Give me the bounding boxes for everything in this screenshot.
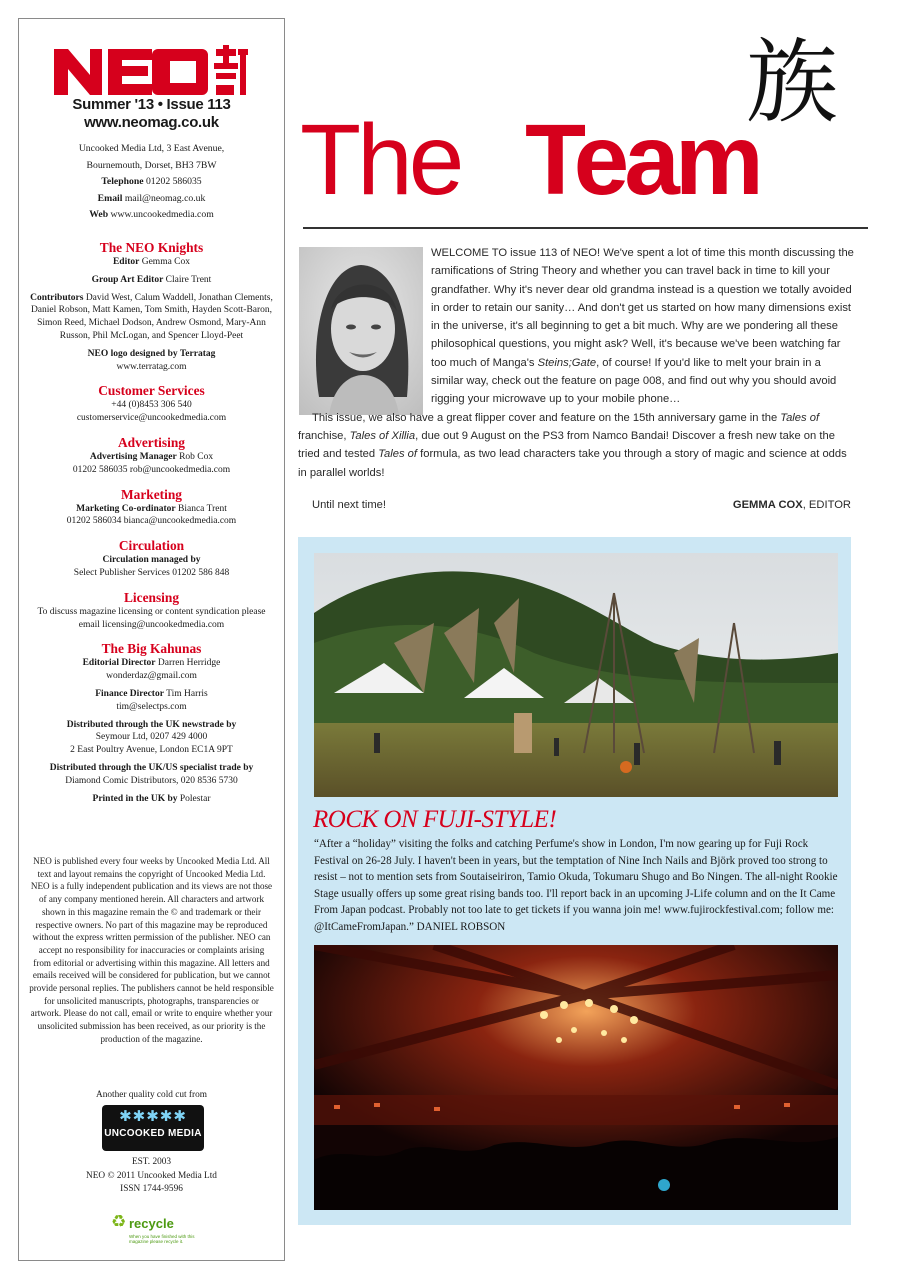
- editorial-text-run: WELCOME TO issue 113 of NEO! We've spent a lot of time this month discussing the ramifications of String Theory and whether you can travel back in time to kill your grandfather. Why it's never dear old grandma instead is a question we totally avoided in order to retain our sanity… And don't get us started on how many dimensions exist in the universe, it's all beginning to get a bit much. Why are we pondering all these philosophical questions, you might ask? Well, it's because we've been watching far too much of Manga's: [431, 247, 854, 369]
- signature-name: GEMMA COX: [732, 499, 803, 511]
- title-divider: [303, 227, 868, 229]
- credit-label: Finance Director: [95, 688, 164, 699]
- credit-editor: [27, 256, 276, 269]
- section-heading-knights: The NEO Knights: [99, 240, 204, 255]
- credit-label: Distributed through the UK newstrade by: [66, 719, 237, 730]
- feature-title: ROCK ON FUJI-STYLE!: [313, 806, 557, 833]
- customer-services-phone: +44 (0)8453 306 540: [111, 400, 192, 411]
- telephone-label: Telephone: [101, 176, 144, 187]
- uncooked-media-name: UNCOOKED MEDIA: [104, 1128, 202, 1139]
- section-heading-advertising: Advertising: [118, 434, 185, 450]
- editorial-text-run: This issue, we also have a great flipper cover and feature on the 15th anniversary game in the: [312, 411, 781, 424]
- credit-label: NEO logo designed by Terratag: [87, 348, 216, 359]
- address-line: Bournemouth, Dorset, BH3 7BW: [86, 159, 217, 171]
- telephone-number: 01202 586035: [145, 176, 202, 187]
- section-heading-kahunas: The Big Kahunas: [101, 641, 202, 657]
- advertising-contact: 01202 586035 rob@uncookedmedia.com: [72, 464, 231, 475]
- page-title-team: Team: [525, 104, 759, 216]
- licensing-text: To discuss magazine licensing or content syndication please email licensing@uncookedmedia.com: [37, 606, 266, 630]
- address-block: [27, 141, 276, 224]
- customer-services-email[interactable]: customerservice@uncookedmedia.com: [76, 413, 227, 424]
- editorial-italic: Tales of: [780, 411, 820, 424]
- editorial-director-email[interactable]: wonderdaz@gmail.com: [106, 671, 197, 682]
- credit-value: Bianca Trent: [178, 503, 227, 514]
- masthead-sidebar: [18, 18, 285, 1261]
- editorial-text: [298, 244, 854, 482]
- web-line: [27, 207, 276, 224]
- section-heading-licensing: Licensing: [123, 589, 180, 605]
- est-line: EST. 2003: [131, 1157, 172, 1167]
- uk-distribution-line: Seymour Ltd, 0207 429 4000: [95, 732, 208, 743]
- email-link[interactable]: mail@neomag.co.uk: [124, 192, 206, 204]
- signature-role: , EDITOR: [802, 499, 851, 511]
- credit-value: David West, Calum Waddell, Jonathan Clements, Daniel Robson, Matt Kamen, Tom Smith, Hayden Scott-Baron, Simon Reed, Michael Dodson, Andrew Osmond, Mary-Ann Russon, Phil McLogan, and Spencer Lloyd-Peet: [30, 292, 273, 341]
- recycle-small-text: When you have finished with this magazine please recycle it.: [129, 1234, 195, 1244]
- editorial-text-run: , of course! If you'd like to melt your brain in a similar way, check out the feature on page 008, and find out why you should avoid rigging your microwave up to your mobile phone…: [431, 356, 837, 406]
- website-link[interactable]: www.neomag.co.uk: [84, 114, 219, 131]
- credit-advertising: [27, 451, 276, 464]
- credit-label: Advertising Manager: [89, 451, 177, 462]
- section-heading-circulation: Circulation: [118, 538, 185, 554]
- editorial-italic: Tales of: [378, 448, 418, 461]
- credit-printer: [27, 793, 276, 806]
- email-line: [27, 191, 276, 208]
- credit-editorial-director: [27, 657, 276, 670]
- telephone-line: [27, 174, 276, 191]
- web-label: Web: [89, 209, 109, 220]
- kanji-text: 族: [745, 29, 839, 128]
- credit-label: Circulation managed by: [102, 555, 201, 566]
- circulation-detail: Select Publisher Services 01202 586 848: [73, 567, 230, 578]
- recycle-icon: ♻: [111, 1212, 127, 1232]
- specialist-distribution-line: Diamond Comic Distributors, 020 8536 5730: [65, 775, 238, 786]
- editorial-italic: Tales of Xillia: [349, 429, 416, 442]
- credit-finance-director: [27, 688, 276, 701]
- credit-label: Editorial Director: [82, 658, 156, 669]
- marketing-contact: 01202 586034 bianca@uncookedmedia.com: [66, 516, 237, 527]
- email-label: Email: [97, 192, 123, 204]
- uk-distribution-line: 2 East Poultry Avenue, London EC1A 9PT: [70, 745, 233, 756]
- kanji-glyph: [742, 28, 842, 128]
- finance-director-email[interactable]: tim@selectps.com: [116, 701, 187, 712]
- credit-art-editor: [27, 274, 276, 287]
- star-icon: ✱✱✱✱✱: [119, 1107, 187, 1125]
- cold-cut-text: Another quality cold cut from: [95, 1090, 208, 1100]
- uncooked-media-logo: [102, 1105, 204, 1151]
- editor-signature: [733, 499, 851, 511]
- credit-label: Marketing Co-ordinator: [76, 503, 176, 514]
- specialist-distribution-label: [27, 762, 276, 775]
- address-line: Uncooked Media Ltd, 3 East Avenue,: [78, 143, 225, 154]
- section-heading-customer-services: Customer Services: [98, 383, 205, 399]
- section-heading-marketing: Marketing: [121, 486, 182, 502]
- issue-line: Summer '13 • Issue 113: [72, 96, 231, 113]
- recycle-word: recycle: [129, 1216, 174, 1231]
- editorial-text-run: formula, as two lead characters take you through a story of magic and science at odds in parallel worlds!: [298, 448, 847, 479]
- credit-contributors: [27, 292, 276, 343]
- editorial-italic: Steins;Gate: [537, 356, 597, 369]
- credit-label: Editor: [112, 257, 140, 267]
- credit-label: Contributors: [30, 292, 84, 303]
- editorial-text-run: franchise,: [298, 429, 350, 442]
- credit-value: Polestar: [179, 793, 211, 804]
- uk-distribution-label: [27, 719, 276, 732]
- editorial-text-run: , due out 9 August on the PS3 from Namco Bandai! Discover a fresh new take on the tried and tested: [298, 429, 835, 461]
- circulation-label: [27, 554, 276, 567]
- credit-value: Darren Herridge: [157, 658, 221, 669]
- credits-list: [27, 239, 276, 805]
- festival-photo: [314, 553, 838, 797]
- credit-label: Group Art Editor: [91, 274, 164, 285]
- editorial-paragraph: [431, 244, 854, 409]
- copyright-line: NEO © 2011 Uncooked Media Ltd: [86, 1171, 217, 1181]
- credit-marketing: [27, 503, 276, 516]
- credit-value: Gemma Cox: [141, 257, 191, 267]
- circus-tent-photo: [314, 945, 838, 1210]
- credit-logo-url[interactable]: www.terratag.com: [116, 361, 187, 372]
- sign-off: Until next time!: [312, 499, 386, 511]
- credit-logo: [27, 348, 276, 361]
- page-title-the: The: [300, 104, 461, 216]
- credit-value: Tim Harris: [166, 688, 208, 699]
- credit-label: Printed in the UK by: [92, 793, 178, 804]
- credit-label: Distributed through the UK/US specialist trade by: [49, 762, 254, 773]
- feature-body: “After a “holiday” visiting the folks and catching Perfume's show in London, I'm now gearing up for Fuji Rock Festival on 26-28 July. I haven't been in years, but the temptation of Nine Inch Nails and Björk proved too strong to resist – not to mention sets from Soutaiseiriron, Tamio Okuda, Tokumaru Shugo and Bo Ningen. The all-night Rookie Stage usually offers up some great rising bands too. I'll report back in an upcoming J-Life column and on the It Came From Japan podcast. Probably not too late to get tickets if you wanna join me! www.fujirockfestival.com; follow me: @ItCameFromJapan.” DANIEL ROBSON: [314, 838, 838, 933]
- web-link[interactable]: www.uncookedmedia.com: [110, 209, 214, 220]
- issn-line: ISSN 1744-9596: [120, 1184, 183, 1194]
- editorial-paragraph: [298, 409, 854, 482]
- recycle-logo: [111, 1212, 206, 1246]
- credit-value: Rob Cox: [179, 451, 214, 462]
- legal-notice: NEO is published every four weeks by Uncooked Media Ltd. All text and layout remains the copyright of Uncooked Media Ltd. NEO is a fully independent publication and its views are not those of any company mentioned herein. All characters and artwork shown in this magazine remain the © and trademark or their respective owners. No part of this magazine may be reproduced without the express written permission of the publisher. NEO can accept no responsibility for inaccuracies or complaints arising from editorial or advertising within this magazine. All letters and emails received will be considered for publication, but we cannot provide personal replies. The publishers cannot be held responsible for unsolicited manuscripts, photographs, transparencies or artwork. Please do not call, email or write to enquire whether your unsolicited submission has been received, as our priority is the production of the magazine.: [29, 856, 274, 1044]
- credit-value: Claire Trent: [165, 274, 212, 285]
